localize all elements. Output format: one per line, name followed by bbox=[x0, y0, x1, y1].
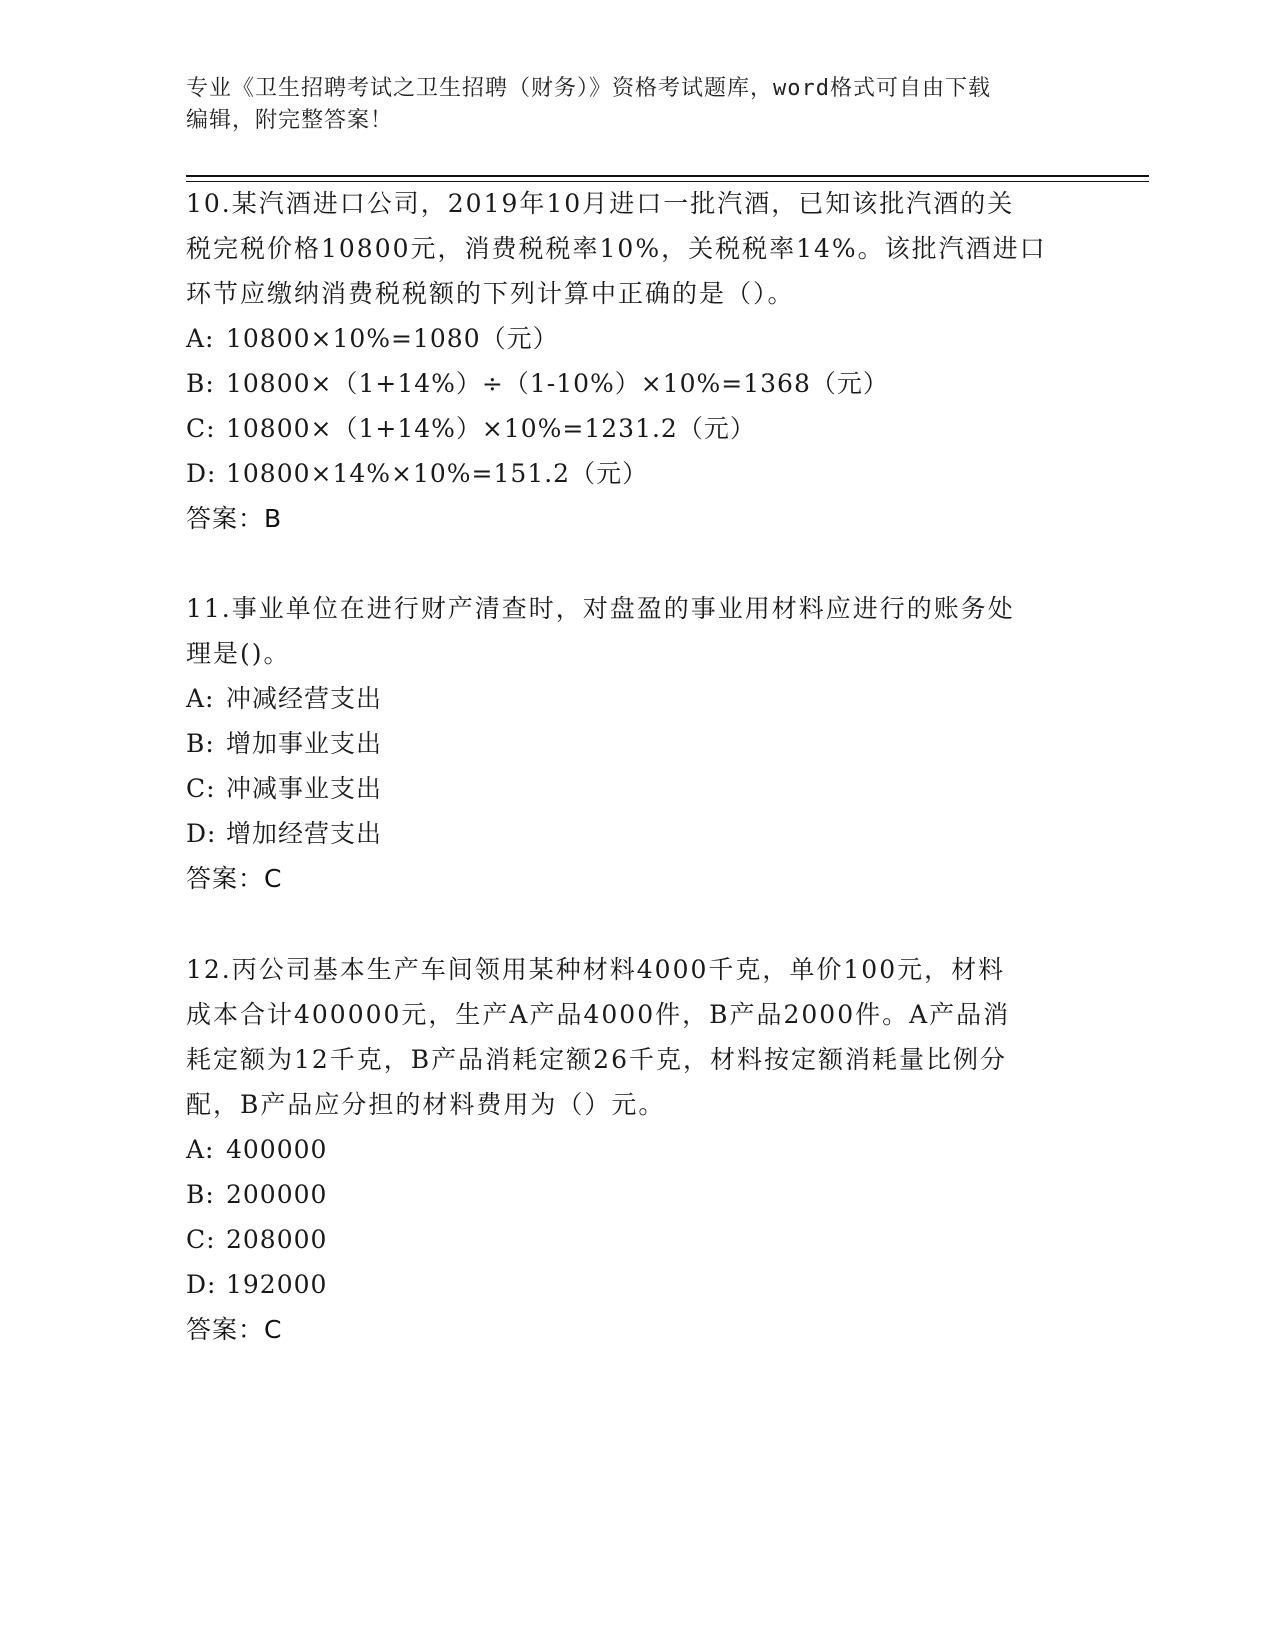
option-text: 400000 bbox=[226, 1135, 328, 1164]
option-b bbox=[186, 361, 1086, 406]
stem-line: 10.某汽酒进口公司，2019年10月进口一批汽酒，已知该批汽酒的关 bbox=[186, 189, 1015, 218]
option-c bbox=[186, 406, 1086, 451]
option-text: 增加事业支出 bbox=[226, 729, 383, 758]
option-letter: B: bbox=[186, 1180, 215, 1209]
header-divider-thick bbox=[186, 175, 1149, 177]
option-d bbox=[186, 811, 1086, 856]
answer-line: 答案：C bbox=[186, 864, 283, 893]
header-line-2: 编辑，附完整答案！ bbox=[186, 108, 394, 133]
option-text: 192000 bbox=[226, 1270, 328, 1299]
option-a bbox=[186, 676, 1086, 721]
option-letter: C: bbox=[186, 1225, 216, 1254]
question-stem bbox=[186, 181, 1086, 316]
question-10 bbox=[186, 181, 1086, 541]
option-c bbox=[186, 1217, 1086, 1262]
option-c bbox=[186, 766, 1086, 811]
option-letter: C: bbox=[186, 414, 216, 443]
option-a bbox=[186, 316, 1086, 361]
option-letter: C: bbox=[186, 774, 216, 803]
stem-line: 配，B产品应分担的材料费用为（）元。 bbox=[186, 1090, 666, 1119]
option-text: 10800×（1+14%）÷（1-10%）×10%=1368（元） bbox=[226, 369, 889, 398]
option-letter: D: bbox=[186, 459, 217, 488]
header-line-1: 专业《卫生招聘考试之卫生招聘（财务）》资格考试题库，word格式可自由下载 bbox=[186, 76, 991, 101]
question-stem bbox=[186, 947, 1086, 1127]
question-11 bbox=[186, 586, 1086, 901]
option-d bbox=[186, 451, 1086, 496]
option-text: 10800×14%×10%=151.2（元） bbox=[226, 459, 649, 488]
stem-line: 12.丙公司基本生产车间领用某种材料4000千克，单价100元，材料 bbox=[186, 955, 1006, 984]
stem-line: 成本合计400000元，生产A产品4000件，B产品2000件。A产品消 bbox=[186, 1000, 1011, 1029]
option-text: 200000 bbox=[226, 1180, 328, 1209]
option-a bbox=[186, 1127, 1086, 1172]
question-stem bbox=[186, 586, 1086, 676]
option-text: 冲减事业支出 bbox=[226, 774, 383, 803]
option-text: 208000 bbox=[226, 1225, 328, 1254]
stem-line: 11.事业单位在进行财产清查时，对盘盈的事业用材料应进行的账务处 bbox=[186, 594, 1015, 623]
answer-line: 答案：B bbox=[186, 504, 283, 533]
option-letter: D: bbox=[186, 1270, 217, 1299]
option-text: 10800×（1+14%）×10%=1231.2（元） bbox=[226, 414, 756, 443]
option-letter: D: bbox=[186, 819, 217, 848]
question-12 bbox=[186, 947, 1086, 1352]
document-header bbox=[186, 73, 1086, 137]
option-letter: B: bbox=[186, 369, 215, 398]
option-letter: A: bbox=[186, 1135, 215, 1164]
option-letter: B: bbox=[186, 729, 215, 758]
stem-line: 环节应缴纳消费税税额的下列计算中正确的是（）。 bbox=[186, 279, 795, 308]
stem-line: 理是()。 bbox=[186, 639, 291, 668]
option-b bbox=[186, 721, 1086, 766]
stem-line: 耗定额为12千克，B产品消耗定额26千克，材料按定额消耗量比例分 bbox=[186, 1045, 1007, 1074]
option-b bbox=[186, 1172, 1086, 1217]
answer-line: 答案：C bbox=[186, 1315, 283, 1344]
option-d bbox=[186, 1262, 1086, 1307]
option-letter: A: bbox=[186, 324, 215, 353]
option-letter: A: bbox=[186, 684, 215, 713]
option-text: 10800×10%=1080（元） bbox=[226, 324, 559, 353]
stem-line: 税完税价格10800元，消费税税率10%，关税税率14%。该批汽酒进口 bbox=[186, 234, 1047, 263]
option-text: 冲减经营支出 bbox=[226, 684, 383, 713]
option-text: 增加经营支出 bbox=[226, 819, 383, 848]
